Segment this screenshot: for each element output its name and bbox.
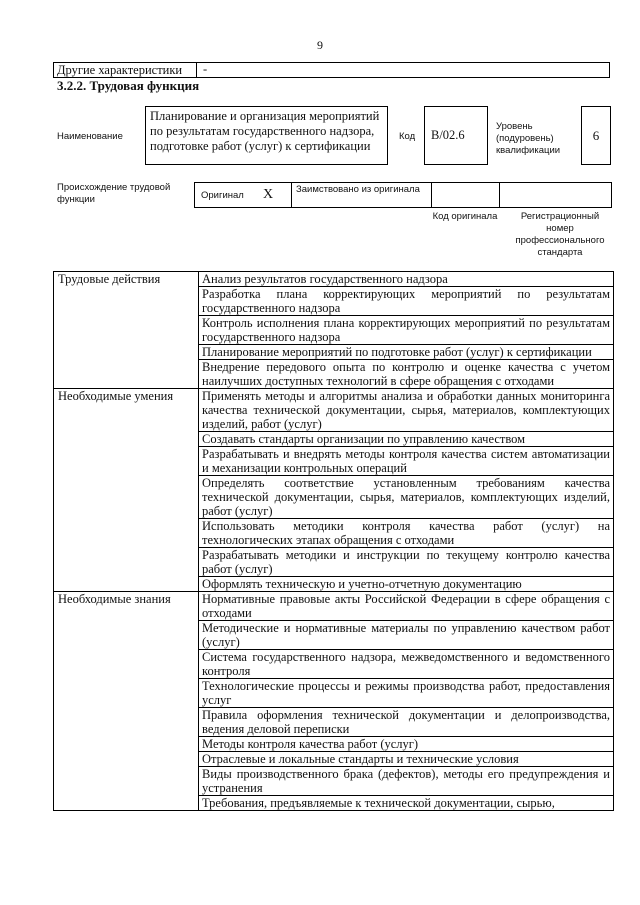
- row-category: Необходимые знания: [54, 592, 199, 811]
- qualification-level-box: 6: [581, 106, 611, 165]
- row-item-text: Планирование мероприятий по подготовке работ (услуг) к сертификации: [199, 345, 614, 360]
- divider: [499, 183, 500, 207]
- row-item-text: Разработка плана корректирующих мероприятий по результатам государственного надзора: [199, 287, 614, 316]
- row-item-text: Виды производственного брака (дефектов), методы его предупреждения и устранения: [199, 767, 614, 796]
- divider: [431, 183, 432, 207]
- code-original-caption: Код оригинала: [432, 211, 498, 222]
- row-item-text: Система государственного надзора, межведомственного и ведомственного контроля: [199, 650, 614, 679]
- row-item-text: Правила оформления технической документации и делопроизводства, ведения деловой переписки: [199, 708, 614, 737]
- divider: [196, 63, 197, 77]
- row-item-text: Требования, предъявляемые к технической документации, сырью,: [199, 796, 614, 811]
- other-characteristics-value: -: [203, 62, 208, 76]
- function-table: [53, 271, 614, 811]
- page-number: 9: [317, 38, 323, 52]
- other-characteristics-label: Другие характеристики: [57, 63, 183, 77]
- row-item-text: Контроль исполнения плана корректирующих мероприятий по результатам государственного надзора: [199, 316, 614, 345]
- origin-row: [194, 182, 612, 208]
- code-label: Код: [399, 131, 416, 142]
- row-item-text: Внедрение передового опыта по контролю и оценке качества с учетом наилучших доступных технологий в сфере обращения с отходами: [199, 360, 614, 389]
- name-label: Наименование: [57, 131, 123, 142]
- row-item-text: Разрабатывать методики и инструкции по текущему контролю качества работ (услуг): [199, 548, 614, 577]
- row-item-text: Разрабатывать и внедрять методы контроля качества систем автоматизации и механизации контрольных операций: [199, 447, 614, 476]
- table-row: [54, 389, 614, 432]
- row-item-text: Анализ результатов государственного надзора: [199, 272, 614, 287]
- row-item-text: Технологические процессы и режимы производства работ, предоставления услуг: [199, 679, 614, 708]
- level-label: Уровень (подуровень) квалификации: [496, 121, 561, 156]
- row-item-text: Нормативные правовые акты Российской Федерации в сфере обращения с отходами: [199, 592, 614, 621]
- function-code-box: B/02.6: [424, 106, 488, 165]
- row-item-text: Методы контроля качества работ (услуг): [199, 737, 614, 752]
- row-item-text: Использовать методики контроля качества работ (услуг) на технологических этапах обращения с отходами: [199, 519, 614, 548]
- row-item-text: Определять соответствие установленным требованиям качества технической документации, сырья, материалов, комплектующих изделий, работ (услуг): [199, 476, 614, 519]
- row-item-text: Оформлять техническую и учетно-отчетную документацию: [199, 577, 614, 592]
- row-category: Необходимые умения: [54, 389, 199, 592]
- original-mark: X: [263, 187, 274, 202]
- row-item-text: Применять методы и алгоритмы анализа и обработки данных мониторинга качества технической документации, сырья, материалов, комплектующих изделий, работ (услуг): [199, 389, 614, 432]
- row-category: Трудовые действия: [54, 272, 199, 389]
- row-item-text: Отраслевые и локальные стандарты и технические условия: [199, 752, 614, 767]
- other-characteristics-row: [53, 62, 610, 78]
- table-row: [54, 272, 614, 287]
- table-row: [54, 592, 614, 621]
- function-name-box: Планирование и организация мероприятий по результатам государственного надзора, подготовке работ (услуг) к сертификации: [145, 106, 388, 165]
- row-item-text: Методические и нормативные материалы по управлению качеством работ (услуг): [199, 621, 614, 650]
- registration-number-caption: Регистрационный номер профессионального стандарта: [515, 211, 605, 258]
- borrowed-label: Заимствовано из оригинала: [296, 184, 420, 195]
- section-title: 3.2.2. Трудовая функция: [57, 78, 200, 93]
- row-item-text: Создавать стандарты организации по управлению качеством: [199, 432, 614, 447]
- divider: [291, 183, 292, 207]
- original-label: Оригинал: [201, 190, 244, 201]
- origin-label: Происхождение трудовой функции: [57, 182, 171, 205]
